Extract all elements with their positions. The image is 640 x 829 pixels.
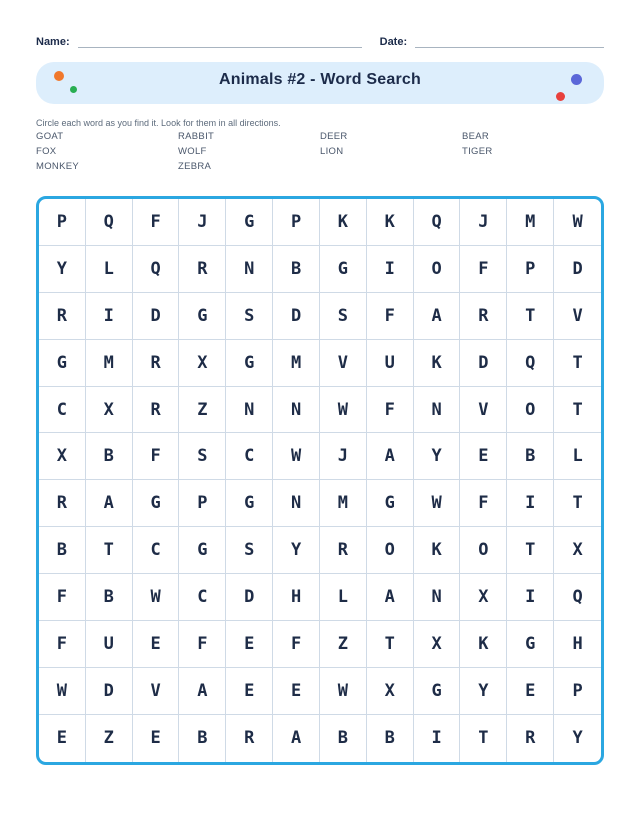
grid-cell: W: [320, 668, 367, 715]
word-item: ZEBRA: [178, 161, 212, 172]
grid-cell: S: [226, 527, 273, 574]
grid-cell: C: [226, 433, 273, 480]
grid-cell: K: [414, 340, 461, 387]
grid-cell: X: [367, 668, 414, 715]
grid-cell: Y: [273, 527, 320, 574]
grid-cell: A: [414, 293, 461, 340]
grid-cell: A: [367, 574, 414, 621]
grid-cell: Q: [86, 199, 133, 246]
grid-cell: I: [507, 574, 554, 621]
grid-cell: R: [39, 480, 86, 527]
grid-cell: E: [133, 621, 180, 668]
grid-cell: H: [273, 574, 320, 621]
grid-cell: G: [367, 480, 414, 527]
title-banner: [36, 62, 604, 104]
grid-cell: S: [179, 433, 226, 480]
grid-cell: Y: [414, 433, 461, 480]
grid-cell: T: [554, 340, 601, 387]
grid-cell: Q: [133, 246, 180, 293]
grid-cell: C: [133, 527, 180, 574]
name-date-row: [36, 33, 604, 50]
grid-cell: S: [226, 293, 273, 340]
grid-cell: D: [86, 668, 133, 715]
grid-cell: G: [226, 199, 273, 246]
grid-cell: L: [554, 433, 601, 480]
grid-cell: F: [460, 480, 507, 527]
grid-cell: G: [179, 293, 226, 340]
grid-cell: F: [460, 246, 507, 293]
grid-cell: J: [320, 433, 367, 480]
word-item: GOAT: [36, 131, 64, 142]
grid-cell: O: [460, 527, 507, 574]
word-item: RABBIT: [178, 131, 215, 142]
grid-cell: R: [179, 246, 226, 293]
puzzle-grid: [39, 199, 601, 762]
grid-cell: G: [507, 621, 554, 668]
word-item: FOX: [36, 146, 57, 157]
grid-cell: E: [133, 715, 180, 762]
grid-cell: B: [86, 433, 133, 480]
date-write-line: [415, 47, 604, 48]
grid-cell: Q: [507, 340, 554, 387]
grid-cell: M: [507, 199, 554, 246]
grid-cell: B: [320, 715, 367, 762]
grid-cell: G: [39, 340, 86, 387]
grid-cell: D: [554, 246, 601, 293]
grid-cell: F: [39, 621, 86, 668]
grid-cell: K: [460, 621, 507, 668]
grid-cell: R: [133, 340, 180, 387]
grid-cell: I: [414, 715, 461, 762]
word-item: TIGER: [462, 146, 493, 157]
grid-cell: K: [414, 527, 461, 574]
grid-cell: O: [367, 527, 414, 574]
puzzle-grid-frame: [36, 196, 604, 765]
grid-cell: N: [226, 246, 273, 293]
grid-cell: F: [367, 293, 414, 340]
grid-cell: Y: [39, 246, 86, 293]
grid-cell: X: [179, 340, 226, 387]
grid-cell: K: [367, 199, 414, 246]
grid-cell: T: [507, 293, 554, 340]
grid-cell: T: [367, 621, 414, 668]
grid-cell: R: [133, 387, 180, 434]
decorative-dot-orange-icon: [54, 71, 64, 81]
grid-cell: A: [86, 480, 133, 527]
grid-cell: P: [507, 246, 554, 293]
grid-cell: R: [320, 527, 367, 574]
grid-cell: G: [226, 480, 273, 527]
grid-cell: N: [273, 387, 320, 434]
grid-cell: N: [273, 480, 320, 527]
grid-cell: J: [179, 199, 226, 246]
grid-cell: R: [507, 715, 554, 762]
grid-cell: B: [273, 246, 320, 293]
grid-cell: Q: [414, 199, 461, 246]
grid-cell: E: [226, 668, 273, 715]
grid-cell: T: [507, 527, 554, 574]
grid-cell: P: [39, 199, 86, 246]
grid-cell: X: [86, 387, 133, 434]
grid-cell: D: [460, 340, 507, 387]
decorative-dot-blue-icon: [571, 74, 582, 85]
grid-cell: D: [226, 574, 273, 621]
word-item: LION: [320, 146, 344, 157]
grid-cell: D: [273, 293, 320, 340]
grid-cell: X: [554, 527, 601, 574]
grid-cell: G: [226, 340, 273, 387]
grid-cell: L: [320, 574, 367, 621]
grid-cell: S: [320, 293, 367, 340]
grid-cell: C: [179, 574, 226, 621]
grid-cell: I: [367, 246, 414, 293]
grid-cell: X: [460, 574, 507, 621]
grid-cell: G: [320, 246, 367, 293]
grid-cell: M: [320, 480, 367, 527]
grid-cell: C: [39, 387, 86, 434]
grid-cell: J: [460, 199, 507, 246]
grid-cell: X: [39, 433, 86, 480]
grid-cell: F: [367, 387, 414, 434]
grid-cell: Z: [86, 715, 133, 762]
grid-cell: W: [414, 480, 461, 527]
grid-cell: I: [507, 480, 554, 527]
grid-cell: X: [414, 621, 461, 668]
grid-cell: P: [179, 480, 226, 527]
grid-cell: Y: [460, 668, 507, 715]
grid-cell: F: [133, 433, 180, 480]
grid-cell: O: [414, 246, 461, 293]
grid-cell: A: [367, 433, 414, 480]
grid-cell: N: [414, 387, 461, 434]
grid-cell: P: [554, 668, 601, 715]
grid-cell: A: [179, 668, 226, 715]
grid-cell: R: [460, 293, 507, 340]
grid-cell: T: [554, 387, 601, 434]
grid-cell: Z: [179, 387, 226, 434]
grid-cell: A: [273, 715, 320, 762]
grid-cell: R: [226, 715, 273, 762]
decorative-dot-green-icon: [70, 86, 77, 93]
grid-cell: O: [507, 387, 554, 434]
grid-cell: H: [554, 621, 601, 668]
grid-cell: R: [39, 293, 86, 340]
page-title: Animals #2 - Word Search: [219, 71, 421, 88]
grid-cell: B: [39, 527, 86, 574]
grid-cell: F: [133, 199, 180, 246]
grid-cell: F: [39, 574, 86, 621]
grid-cell: E: [507, 668, 554, 715]
grid-cell: W: [39, 668, 86, 715]
grid-cell: E: [460, 433, 507, 480]
grid-cell: V: [554, 293, 601, 340]
grid-cell: G: [414, 668, 461, 715]
grid-cell: M: [86, 340, 133, 387]
grid-cell: E: [273, 668, 320, 715]
grid-cell: I: [86, 293, 133, 340]
grid-cell: D: [133, 293, 180, 340]
word-item: WOLF: [178, 146, 207, 157]
word-list: [36, 132, 604, 172]
grid-cell: E: [226, 621, 273, 668]
name-write-line: [78, 47, 362, 48]
grid-cell: U: [86, 621, 133, 668]
word-item: DEER: [320, 131, 348, 142]
grid-cell: U: [367, 340, 414, 387]
date-label: Date:: [379, 36, 408, 48]
grid-cell: E: [39, 715, 86, 762]
grid-cell: B: [367, 715, 414, 762]
grid-cell: P: [273, 199, 320, 246]
grid-cell: Z: [320, 621, 367, 668]
grid-cell: T: [460, 715, 507, 762]
grid-cell: W: [133, 574, 180, 621]
grid-cell: N: [414, 574, 461, 621]
grid-cell: W: [320, 387, 367, 434]
grid-cell: B: [507, 433, 554, 480]
grid-cell: M: [273, 340, 320, 387]
grid-cell: V: [460, 387, 507, 434]
name-label: Name:: [36, 36, 70, 48]
grid-cell: B: [179, 715, 226, 762]
grid-cell: V: [320, 340, 367, 387]
grid-cell: V: [133, 668, 180, 715]
grid-cell: N: [226, 387, 273, 434]
decorative-dot-red-icon: [556, 92, 565, 101]
grid-cell: T: [554, 480, 601, 527]
grid-cell: G: [133, 480, 180, 527]
grid-cell: T: [86, 527, 133, 574]
grid-cell: F: [179, 621, 226, 668]
grid-cell: L: [86, 246, 133, 293]
word-item: BEAR: [462, 131, 490, 142]
grid-cell: Q: [554, 574, 601, 621]
grid-cell: G: [179, 527, 226, 574]
grid-cell: W: [554, 199, 601, 246]
grid-cell: Y: [572, 728, 583, 749]
instructions-text: Circle each word as you find it. Look for them in all directions.: [36, 118, 281, 128]
grid-cell: W: [273, 433, 320, 480]
grid-cell: K: [320, 199, 367, 246]
grid-cell: B: [86, 574, 133, 621]
grid-cell: F: [273, 621, 320, 668]
word-item: MONKEY: [36, 161, 79, 172]
